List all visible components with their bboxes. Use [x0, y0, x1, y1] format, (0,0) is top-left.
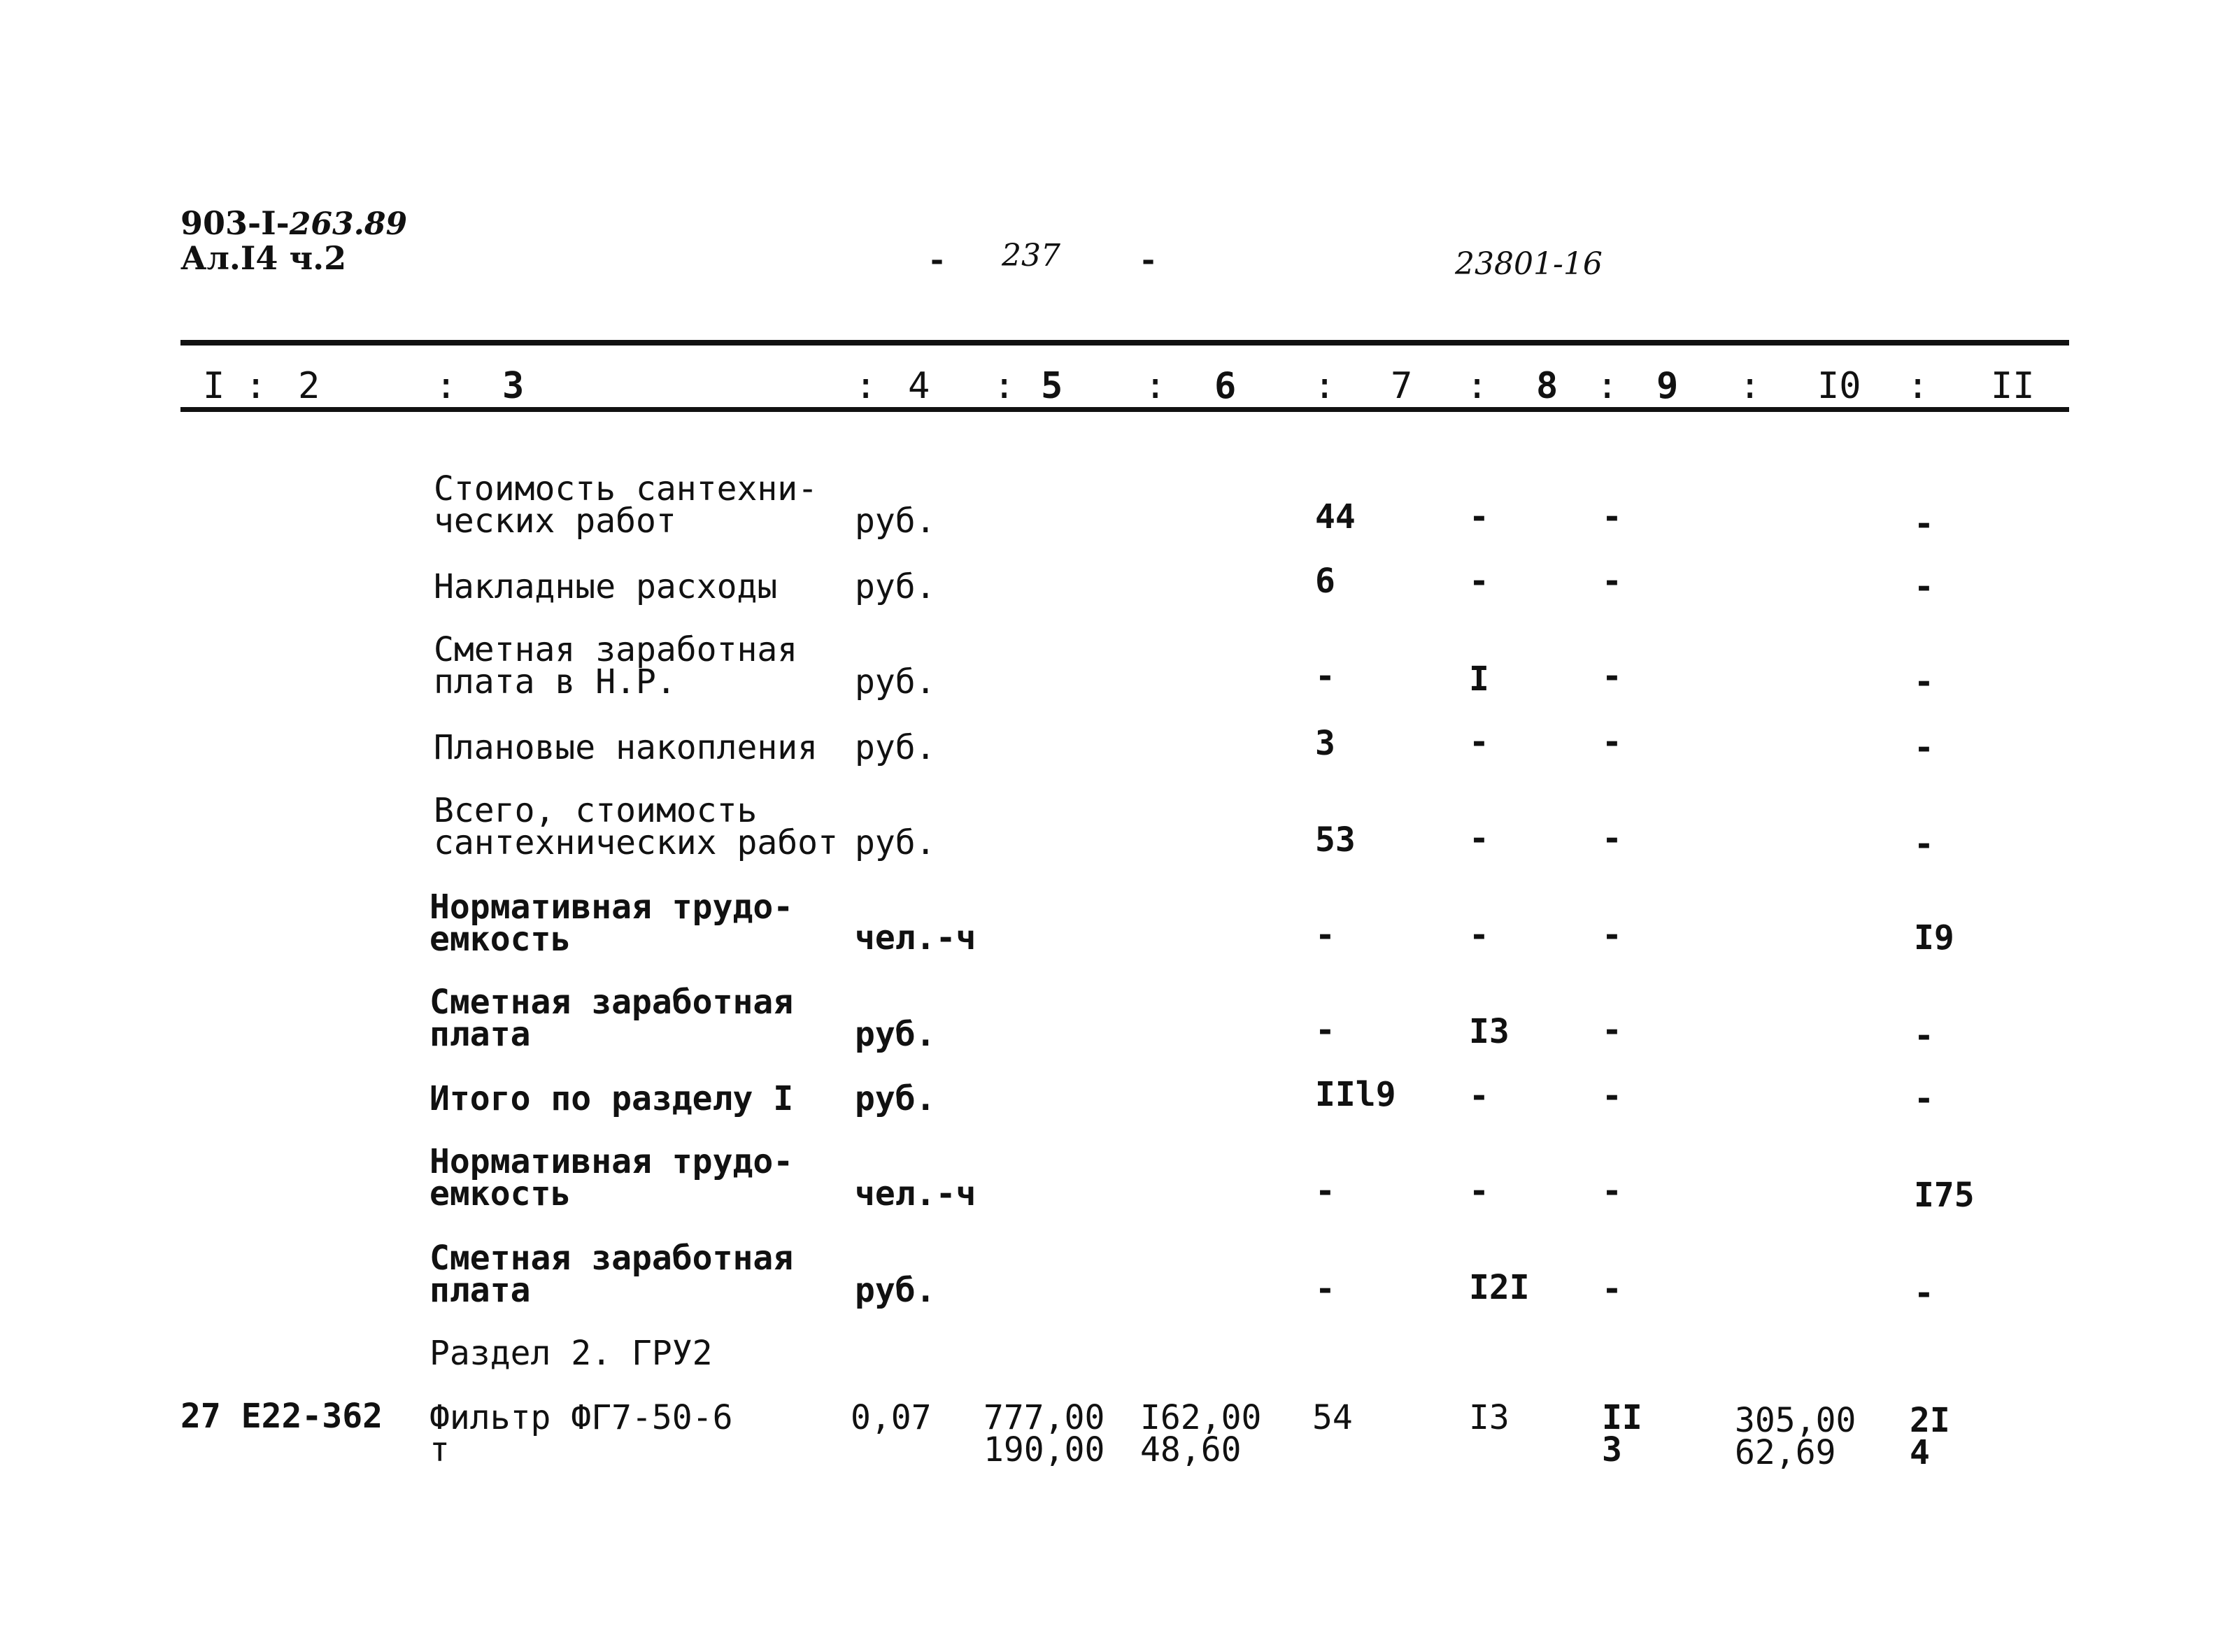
row-unit: руб.: [855, 1079, 936, 1118]
row-col9: -: [1602, 497, 1622, 536]
col-sep: :: [1466, 365, 1489, 407]
page-dash-right: -: [1142, 241, 1156, 278]
row-unit: чел.-ч: [855, 918, 976, 957]
row-name-line: сантехнических работ: [434, 823, 838, 862]
row-col7: -: [1315, 1269, 1335, 1309]
col-header-8: 8: [1536, 365, 1558, 407]
row-name-line: Нормативная трудо-: [429, 1142, 794, 1181]
row-unit: руб.: [855, 501, 936, 541]
item-col5: [983, 1398, 1105, 1469]
row-unit: руб.: [855, 1271, 936, 1310]
col-sep: :: [435, 365, 457, 407]
col-header-4: 4: [908, 365, 930, 407]
document-code-handwritten: 263.89: [289, 206, 408, 242]
row-col11: -: [1914, 825, 1934, 864]
doc-number: 23801-16: [1455, 246, 1603, 282]
row-name-line: Стоимость сантехни-: [434, 469, 818, 508]
row-col11: -: [1914, 504, 1934, 543]
row-col7: 44: [1315, 497, 1356, 536]
row-col9: -: [1602, 722, 1622, 762]
col-sep: :: [993, 365, 1016, 407]
row-col11: -: [1914, 567, 1934, 606]
row-col7: -: [1315, 916, 1335, 955]
item-col7: 54: [1312, 1398, 1353, 1437]
row-col11: -: [1914, 1079, 1934, 1118]
item-col5-bottom: 190,00: [983, 1430, 1105, 1469]
row-name-line: Нормативная трудо-: [429, 888, 794, 927]
item-quantity: 0,07: [851, 1398, 932, 1437]
row-name: [434, 469, 818, 541]
row-col8: -: [1469, 916, 1489, 955]
item-col10-bottom: 62,69: [1735, 1433, 1836, 1472]
row-col9: -: [1602, 1172, 1622, 1211]
col-sep: :: [855, 365, 877, 407]
item-col9-top: II: [1602, 1398, 1642, 1437]
item-name-unit: т: [429, 1430, 450, 1469]
row-name: [434, 630, 798, 702]
item-name-line: Фильтр ФГ7-50-6: [429, 1398, 733, 1437]
item-name: [429, 1398, 733, 1469]
row-unit: руб.: [855, 567, 936, 606]
row-col11: -: [1914, 728, 1934, 767]
row-col7: 6: [1315, 562, 1335, 601]
row-col8: -: [1469, 1172, 1489, 1211]
col-sep: :: [1314, 365, 1336, 407]
item-col11-bottom: 4: [1910, 1433, 1930, 1472]
row-name: Итого по разделу I: [429, 1079, 794, 1118]
row-col11: -: [1914, 1016, 1934, 1055]
row-name-line: емкость: [429, 1174, 571, 1213]
row-col11: -: [1914, 662, 1934, 702]
row-name: Плановые накопления: [434, 728, 818, 767]
col-header-3: 3: [502, 365, 525, 407]
row-col8: I3: [1469, 1012, 1510, 1051]
row-col9: -: [1602, 819, 1622, 858]
row-col8: -: [1469, 819, 1489, 858]
col-sep: :: [245, 365, 267, 407]
col-sep: :: [1907, 365, 1929, 407]
row-col8: -: [1469, 722, 1489, 762]
col-header-6: 6: [1214, 365, 1237, 407]
row-col9: -: [1602, 562, 1622, 601]
table-header-rule: [180, 407, 2069, 412]
document-code-printed: 903-I-: [180, 204, 290, 242]
row-col8: -: [1469, 1076, 1489, 1116]
row-name-line: плата: [429, 1271, 531, 1310]
album-label: Ал.I4 ч.2: [180, 239, 347, 277]
col-sep: :: [1144, 365, 1167, 407]
page-number: 237: [1002, 238, 1060, 273]
row-col11: I9: [1914, 918, 1954, 957]
col-sep: :: [1739, 365, 1761, 407]
row-col7: -: [1315, 1172, 1335, 1211]
col-header-9: 9: [1656, 365, 1679, 407]
row-name: [429, 983, 794, 1054]
row-unit: руб.: [855, 728, 936, 767]
item-col6: [1140, 1398, 1262, 1469]
document-code: [180, 204, 408, 242]
row-col7: 53: [1315, 820, 1356, 860]
row-name: [434, 791, 838, 862]
row-name-line: плата в Н.Р.: [434, 662, 676, 702]
row-col7: -: [1315, 657, 1335, 696]
row-col11: -: [1914, 1274, 1934, 1313]
col-sep: :: [1596, 365, 1619, 407]
row-name-line: емкость: [429, 920, 571, 959]
row-unit: руб.: [855, 662, 936, 702]
col-header-10: I0: [1817, 365, 1861, 407]
row-name: Накладные расходы: [434, 567, 778, 606]
row-col9: -: [1602, 1011, 1622, 1050]
section-title: Раздел 2. ГРУ2: [429, 1334, 713, 1373]
item-col9: [1602, 1398, 1642, 1469]
item-col5-top: 777,00: [983, 1398, 1105, 1437]
row-col7: -: [1315, 1011, 1335, 1050]
col-header-1: I: [203, 365, 225, 407]
row-name-line: ческих работ: [434, 501, 676, 541]
page-dash-left: -: [930, 241, 944, 278]
row-col11: I75: [1914, 1176, 1975, 1215]
item-col9-bottom: 3: [1602, 1430, 1622, 1469]
col-header-11: II: [1991, 365, 2035, 407]
row-col7: IIl9: [1315, 1075, 1396, 1114]
row-col9: -: [1602, 1269, 1622, 1309]
item-col10: [1735, 1401, 1856, 1472]
row-col9: -: [1602, 657, 1622, 696]
row-name-line: Сметная заработная: [429, 1239, 794, 1278]
row-unit: чел.-ч: [855, 1174, 976, 1213]
col-header-2: 2: [298, 365, 320, 407]
row-col7: 3: [1315, 724, 1335, 763]
row-name: [429, 1239, 794, 1310]
row-col8: -: [1469, 562, 1489, 601]
row-col8: -: [1469, 497, 1489, 536]
row-name: [429, 888, 794, 959]
row-col9: -: [1602, 916, 1622, 955]
item-col6-bottom: 48,60: [1140, 1430, 1242, 1469]
col-header-7: 7: [1391, 365, 1413, 407]
table-top-rule: [180, 340, 2069, 346]
item-col8: I3: [1469, 1398, 1510, 1437]
row-name: [429, 1142, 794, 1213]
row-unit: руб.: [855, 1015, 936, 1054]
row-col8: I: [1469, 660, 1489, 699]
row-unit: руб.: [855, 823, 936, 862]
row-name-line: плата: [429, 1015, 531, 1054]
item-col11-top: 2I: [1910, 1401, 1950, 1440]
item-number-code: 27 E22-362: [180, 1397, 383, 1436]
row-col9: -: [1602, 1076, 1622, 1116]
item-col11: [1910, 1401, 1950, 1472]
item-col6-top: I62,00: [1140, 1398, 1262, 1437]
row-name-line: Сметная заработная: [434, 630, 798, 669]
row-name-line: Всего, стоимость: [434, 791, 758, 830]
row-col8: I2I: [1469, 1268, 1530, 1307]
row-name-line: Сметная заработная: [429, 983, 794, 1022]
item-col10-top: 305,00: [1735, 1401, 1856, 1440]
col-header-5: 5: [1041, 365, 1063, 407]
